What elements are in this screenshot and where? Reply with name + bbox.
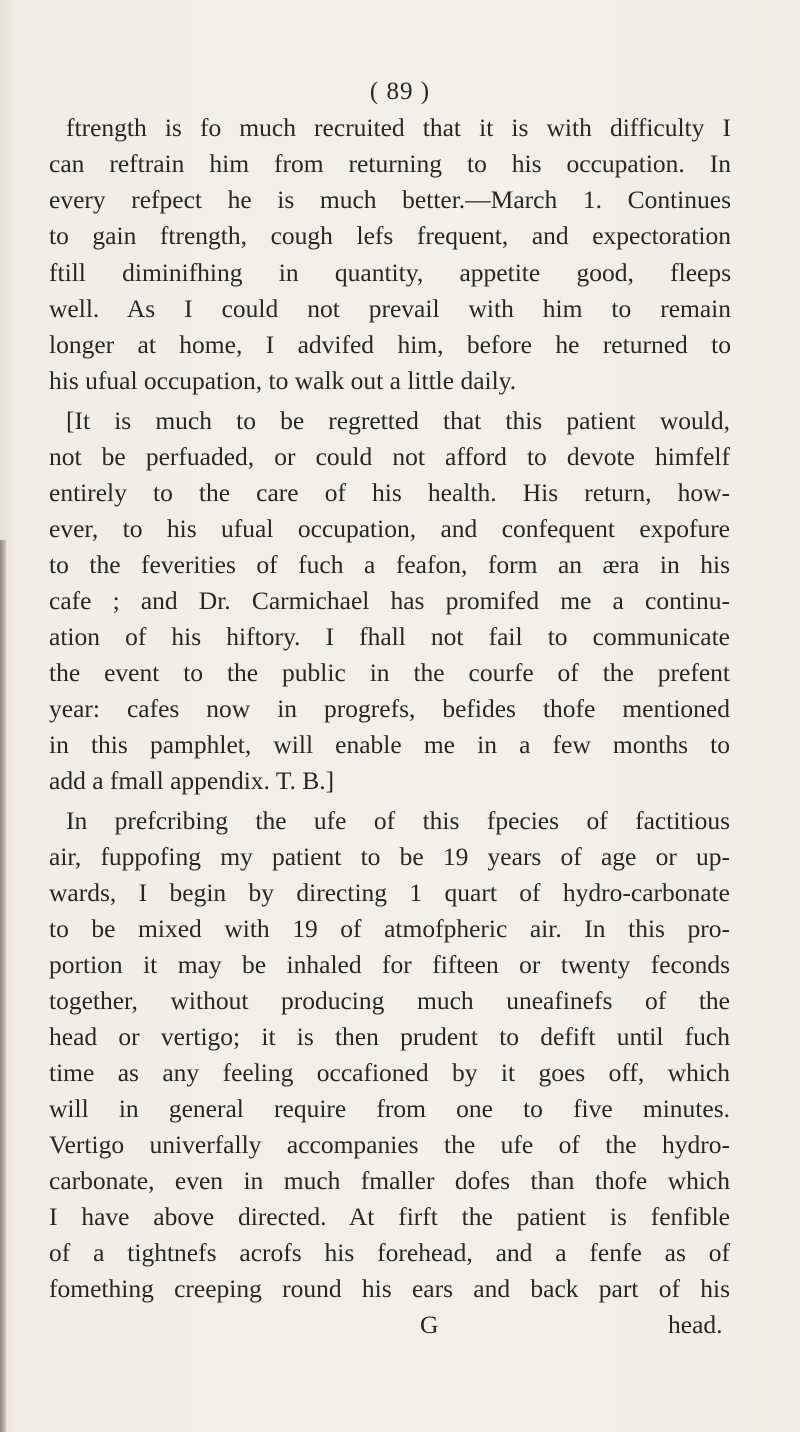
text-line: well. As I could not prevail with him to remain — [49, 294, 731, 323]
text-line: longer at home, I advifed him, before he returned to — [49, 330, 731, 359]
page-number: ( 89 ) — [369, 78, 431, 105]
text-line: his ufual occupation, to walk out a little daily. — [49, 366, 517, 395]
text-line: carbonate, even in much fmaller dofes than thofe which — [49, 1166, 730, 1195]
page-gutter-shadow — [0, 540, 6, 1432]
text-line: every refpect he is much better.—March 1. Continues — [49, 185, 731, 214]
text-line: entirely to the care of his health. His return, how- — [49, 478, 730, 507]
text-line: can reftrain him from returning to his occupation. In — [49, 149, 731, 178]
text-line: in this pamphlet, will enable me in a few months to — [49, 730, 730, 759]
text-line: In prefcribing the ufe of this fpecies of factitious — [66, 806, 730, 835]
catchword: head. — [668, 1310, 723, 1339]
text-line: air, fuppofing my patient to be 19 years of age or up- — [49, 842, 730, 871]
text-line: ation of his hiftory. I fhall not fail to communicate — [49, 622, 730, 651]
text-line: ftill diminifhing in quantity, appetite good, fleeps — [49, 258, 731, 287]
text-line: add a fmall appendix. T. B.] — [49, 766, 335, 795]
text-line: portion it may be inhaled for fifteen or twenty feconds — [49, 950, 730, 979]
text-line: will in general require from one to five minutes. — [49, 1094, 730, 1123]
signature-mark: G — [420, 1310, 439, 1339]
text-line: together, without producing much uneafinefs of the — [49, 986, 730, 1015]
text-line: time as any feeling occafioned by it goes off, which — [49, 1058, 730, 1087]
text-line: ever, to his ufual occupation, and confequent expofure — [49, 514, 730, 543]
text-line: to the feverities of fuch a feafon, form an æra in his — [49, 550, 730, 579]
text-line: wards, I begin by directing 1 quart of hydro-carbonate — [49, 878, 730, 907]
text-line: Vertigo univerfally accompanies the ufe of the hydro- — [49, 1130, 730, 1159]
text-line: of a tightnefs acrofs his forehead, and a fenfe as of — [49, 1238, 730, 1267]
text-line: to gain ftrength, cough lefs frequent, and expectoration — [49, 221, 731, 250]
text-line: [It is much to be regretted that this patient would, — [66, 406, 730, 435]
text-line: the event to the public in the courfe of the prefent — [49, 658, 730, 687]
text-line: I have above directed. At firft the patient is fenfible — [49, 1202, 730, 1231]
text-line: ftrength is fo much recruited that it is with difficulty I — [66, 113, 731, 142]
text-line: not be perfuaded, or could not afford to devote himfelf — [49, 442, 730, 471]
text-line: to be mixed with 19 of atmofpheric air. In this pro- — [49, 914, 730, 943]
text-line: fomething creeping round his ears and back part of his — [49, 1274, 730, 1303]
text-line: cafe ; and Dr. Carmichael has promifed me a continu- — [49, 586, 730, 615]
text-line: year: cafes now in progrefs, befides thofe mentioned — [49, 694, 730, 723]
text-line: head or vertigo; it is then prudent to defift until fuch — [49, 1022, 730, 1051]
